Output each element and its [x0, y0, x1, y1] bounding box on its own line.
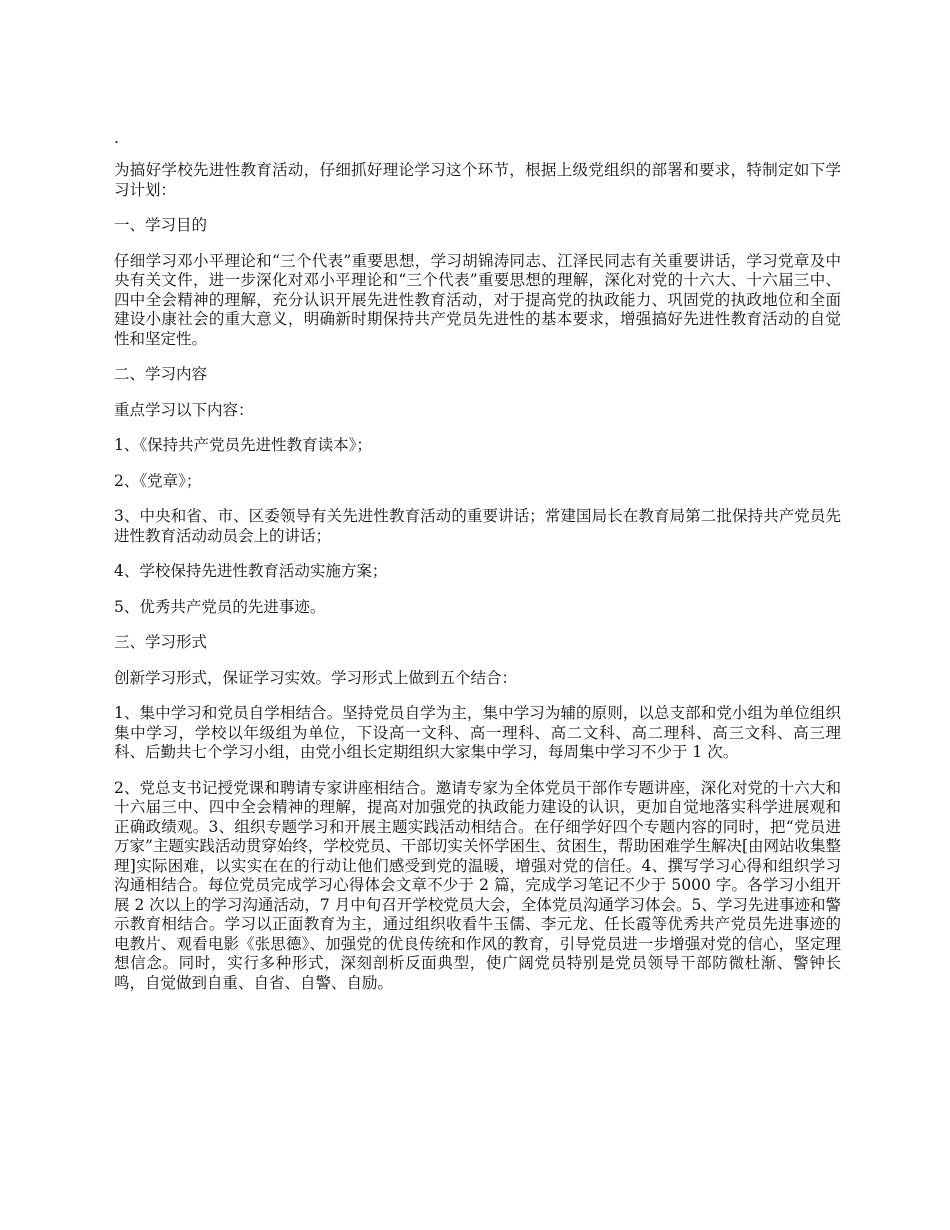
- purpose-paragraph: 仔细学习邓小平理论和“三个代表”重要思想，学习胡锦涛同志、江泽民同志有关重要讲话，学习党章及中央有关文件，进一步深化对邓小平理论和“三个代表”重要思想的理解，深化对党的十六大、十六届三中、四中全会精神的理解，充分认识开展先进性教育活动，对于提高党的执政能力、巩固党的执政地位和全面建设小康社会的重大意义，明确新时期保持共产党员先进性的基本要求，增强搞好先进性教育活动的自觉性和坚定性。: [114, 251, 841, 348]
- format-item-1: 1、集中学习和党员自学相结合。坚持党员自学为主，集中学习为辅的原则，以总支部和党小组为单位组织集中学习，学校以年级组为单位，下设高一文科、高一理科、高二文科、高二理科、高三文科、高三理科、后勤共七个学习小组，由党小组长定期组织大家集中学习，每周集中学习不少于 1 次。: [114, 704, 841, 761]
- format-item-2-5: 2、党总支书记授党课和聘请专家讲座相结合。邀请专家为全体党员干部作专题讲座，深化对党的十六大和十六届三中、四中全会精神的理解，提高对加强党的执政能力建设的认识，更加自觉地落实科学进展观和正确政绩观。3、组织专题学习和开展主题实践活动相结合。在仔细学好四个专题内容的同时，把“党员进万家”主题实践活动贯穿始终，学校党员、干部切实关怀学困生、贫困生，帮助困难学生解决[由网站收集整理]实际困难，以实实在在的行动让他们感受到党的温暖，增强对党的信任。4、撰写学习心得和组织学习沟通相结合。每位党员完成学习心得体会文章不少于 2 篇，完成学习笔记不少于 5000 字。各学习小组开展 2 次以上的学习沟通活动，7 月中旬召开学校党员大会，全体党员沟通学习体会。5、学习先进事迹和警示教育相结合。学习以正面教育为主，通过组织收看牛玉儒、李元龙、任长霞等优秀共产党员先进事迹的电教片、观看电影《张思德》、加强党的优良传统和作风的教育，引导党员进一步增强对党的信心，坚定理想信念。同时，实行多种形式，深刻剖析反面典型，使广阔党员特别是党员领导干部防微杜渐、警钟长鸣，自觉做到自重、自省、自警、自励。: [114, 778, 841, 992]
- section-heading-purpose: 一、学习目的: [114, 216, 208, 234]
- content-item-4: 4、学校保持先进性教育活动实施方案；: [114, 562, 388, 580]
- content-item-5: 5、优秀共产党员的先进事迹。: [114, 597, 326, 616]
- content-item-1: 1、《保持共产党员先进性教育读本》；: [114, 436, 372, 454]
- leading-dot: .: [114, 129, 119, 147]
- section-heading-content: 二、学习内容: [114, 365, 208, 383]
- intro-paragraph: 为搞好学校先进性教育活动，仔细抓好理论学习这个环节，根据上级党组织的部署和要求，特制定如下学习计划：: [114, 161, 841, 199]
- content-item-3: 3、中央和省、市、区委领导有关先进性教育活动的重要讲话；常建国局长在教育局第二批保持共产党员先进性教育活动动员会上的讲话；: [114, 507, 841, 545]
- format-lead: 创新学习形式，保证学习实效。学习形式上做到五个结合：: [114, 668, 518, 687]
- content-item-2: 2、《党章》；: [114, 471, 202, 490]
- content-lead: 重点学习以下内容：: [114, 400, 254, 419]
- document-page: [114, 128, 841, 1009]
- section-heading-format: 三、学习形式: [114, 633, 208, 651]
